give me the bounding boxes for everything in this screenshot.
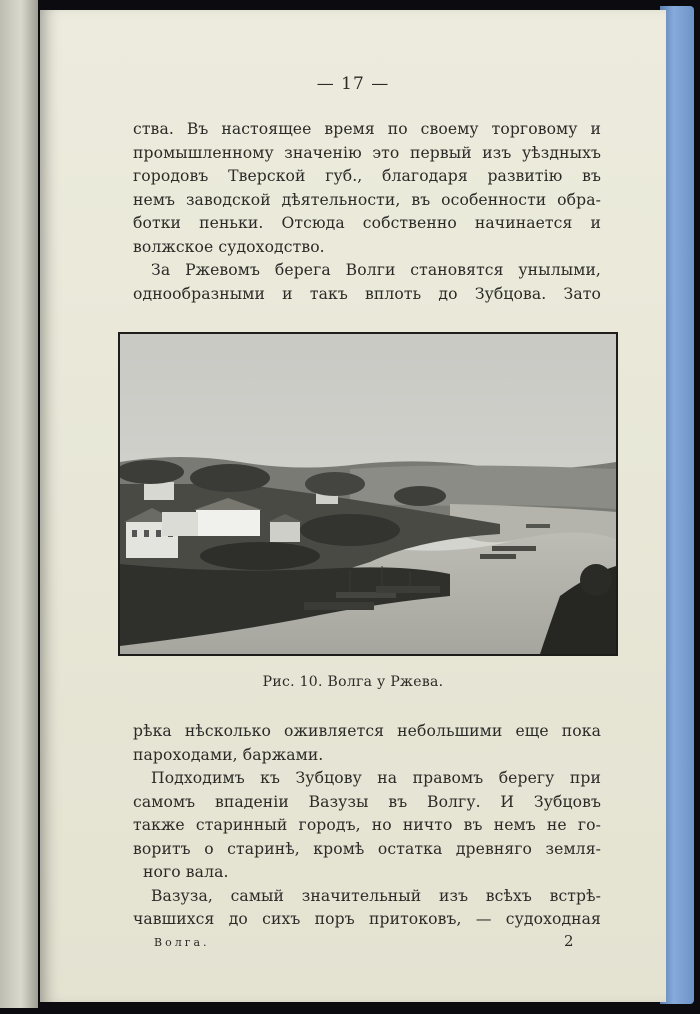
text-line: рѣка нѣсколько оживляется небольшими еще пока — [133, 722, 601, 740]
text-line: ства. Въ настоящее время по своему торговому и — [133, 120, 601, 138]
volga-photo — [120, 334, 616, 654]
text-line: чавшихся до сихъ поръ притоковъ, — судоходная — [133, 910, 601, 928]
text-line: волжское судоходство. — [133, 237, 325, 256]
previous-page-edge — [0, 0, 38, 1008]
text-line: также старинный городъ, но ничто въ немъ не го- — [133, 816, 601, 834]
text-line: ного вала. — [143, 863, 229, 881]
text-line: Вазуза, самый значительный изъ всѣхъ встрѣ- — [151, 886, 601, 905]
figure-photo — [118, 332, 618, 656]
top-text — [133, 118, 601, 306]
text-line: промышленному значенію это первый изъ уѣздныхъ — [133, 143, 601, 162]
text-line: Подходимъ къ Зубцову на правомъ берегу при — [151, 769, 601, 787]
text-line: самомъ впаденіи Вазузы въ Волгу. И Зубцовъ — [133, 792, 601, 811]
text-line: воритъ о старинѣ, кромѣ остатка древняго земля- — [133, 839, 601, 858]
page-number: — 17 — — [316, 74, 390, 94]
text-line: За Ржевомъ берега Волги становятся унылыми, — [151, 261, 601, 279]
signature-number: 2 — [564, 932, 574, 950]
signature-mark: Волга. — [154, 936, 210, 949]
figure-caption: Рис. 10. Волга у Ржева. — [262, 674, 444, 690]
book-page — [40, 10, 666, 1002]
text-line: ботки пеньки. Отсюда собственно начинается и — [133, 214, 601, 232]
text-line: однообразными и такъ вплоть до Зубцова. Зато — [133, 284, 601, 303]
text-line: немъ заводской дѣятельности, въ особенности обра- — [133, 190, 601, 209]
text-line: городовъ Тверской губ., благодаря развитію въ — [133, 167, 601, 185]
bottom-text — [133, 720, 601, 932]
text-line: пароходами, баржами. — [133, 745, 324, 764]
